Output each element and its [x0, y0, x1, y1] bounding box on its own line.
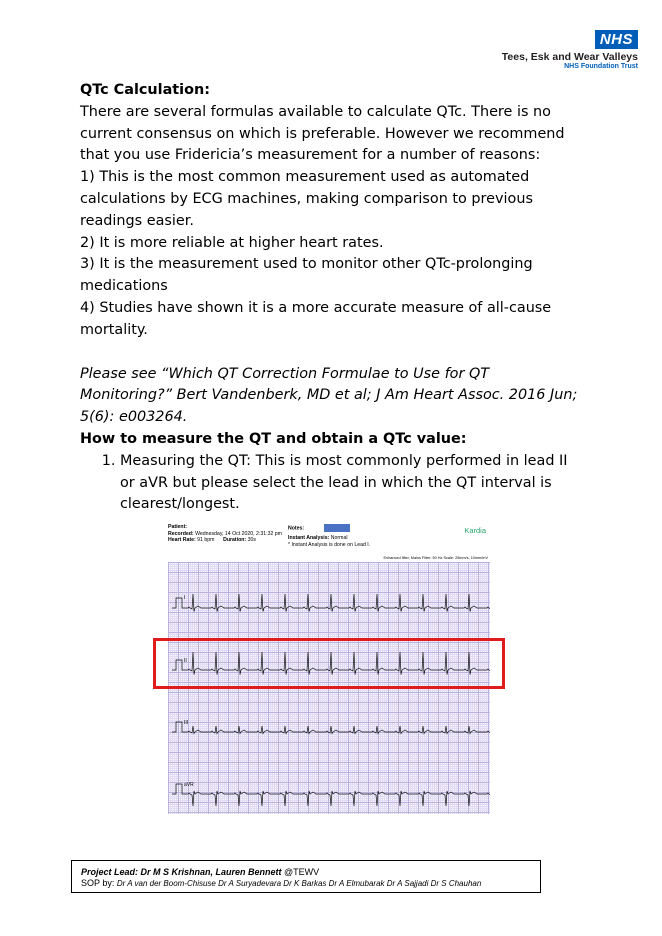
ecg-trace-1 — [172, 594, 490, 612]
ecg-filter-info: Enhanced filter, Mains Filter: 50 Hz Scale: 25mm/s, 10mm/mV — [383, 556, 488, 560]
project-handle: @TEWV — [284, 867, 320, 877]
sop-label: SOP by: — [81, 878, 115, 888]
reason-4: 4) Studies have shown it is a more accurate measure of all-cause mortality. — [80, 299, 552, 338]
nhs-badge: NHS — [595, 30, 638, 49]
steps-list — [80, 451, 580, 516]
ecg-header-left: Patient: Recorded: Wednesday, 14 Oct 2020, 2:31:32 pm Heart Rate: 91 bpm Duration: 30s — [168, 524, 283, 543]
lead-label-avr: aVR — [184, 782, 194, 788]
ecg-trace-4 — [172, 784, 490, 806]
org-name: Tees, Esk and Wear Valleys — [501, 51, 638, 63]
project-lead: Project Lead: Dr M S Krishnan, Lauren Bennett — [81, 867, 282, 877]
footer-box — [71, 860, 541, 893]
lead-ii-highlight — [153, 638, 505, 689]
measure-heading: How to measure the QT and obtain a QTc value: — [80, 430, 467, 447]
citation: Please see “Which QT Correction Formulae to Use for QT Monitoring?” Bert Vandenberk, MD et al; J Am Heart Assoc. 2016 Jun; 5(6): e003264. — [80, 365, 578, 426]
intro-paragraph: There are several formulas available to calculate QTc. There is no current consensus on which is preferable. However we recommend that you use Fridericia’s measurement for a number of reasons: — [80, 103, 565, 164]
kardia-logo: Kardia — [464, 526, 486, 535]
step-1: 1. Measuring the QT: This is most commonly performed in lead II or aVR but please select the lead in which the QT interval is clearest/longest. — [120, 451, 580, 516]
sop-names: Dr A van der Boom-Chisuse Dr A Suryadevara Dr K Barkas Dr A Elmubarak Dr A Sajjadi Dr S Chauhan — [116, 879, 482, 888]
document-body — [80, 80, 580, 516]
lead-label-ii: II — [184, 658, 187, 664]
lead-label-iii: III — [184, 720, 189, 726]
org-subtitle: NHS Foundation Trust — [564, 63, 638, 70]
reason-1: 1) This is the most common measurement used as automated calculations by ECG machines, making comparison to previous readings easier. — [80, 169, 533, 229]
nhs-logo — [502, 30, 638, 70]
qtc-heading: QTc Calculation: — [80, 82, 210, 98]
lead-label-i: I — [184, 595, 186, 601]
ecg-header-notes: Notes: Instant Analysis: Normal * Instant Analysis is done on Lead I. — [288, 525, 371, 548]
reason-2: 2) It is more reliable at higher heart rates. — [80, 234, 384, 251]
ecg-trace-3 — [172, 722, 490, 734]
reason-3: 3) It is the measurement used to monitor other QTc-prolonging medications — [80, 256, 533, 295]
